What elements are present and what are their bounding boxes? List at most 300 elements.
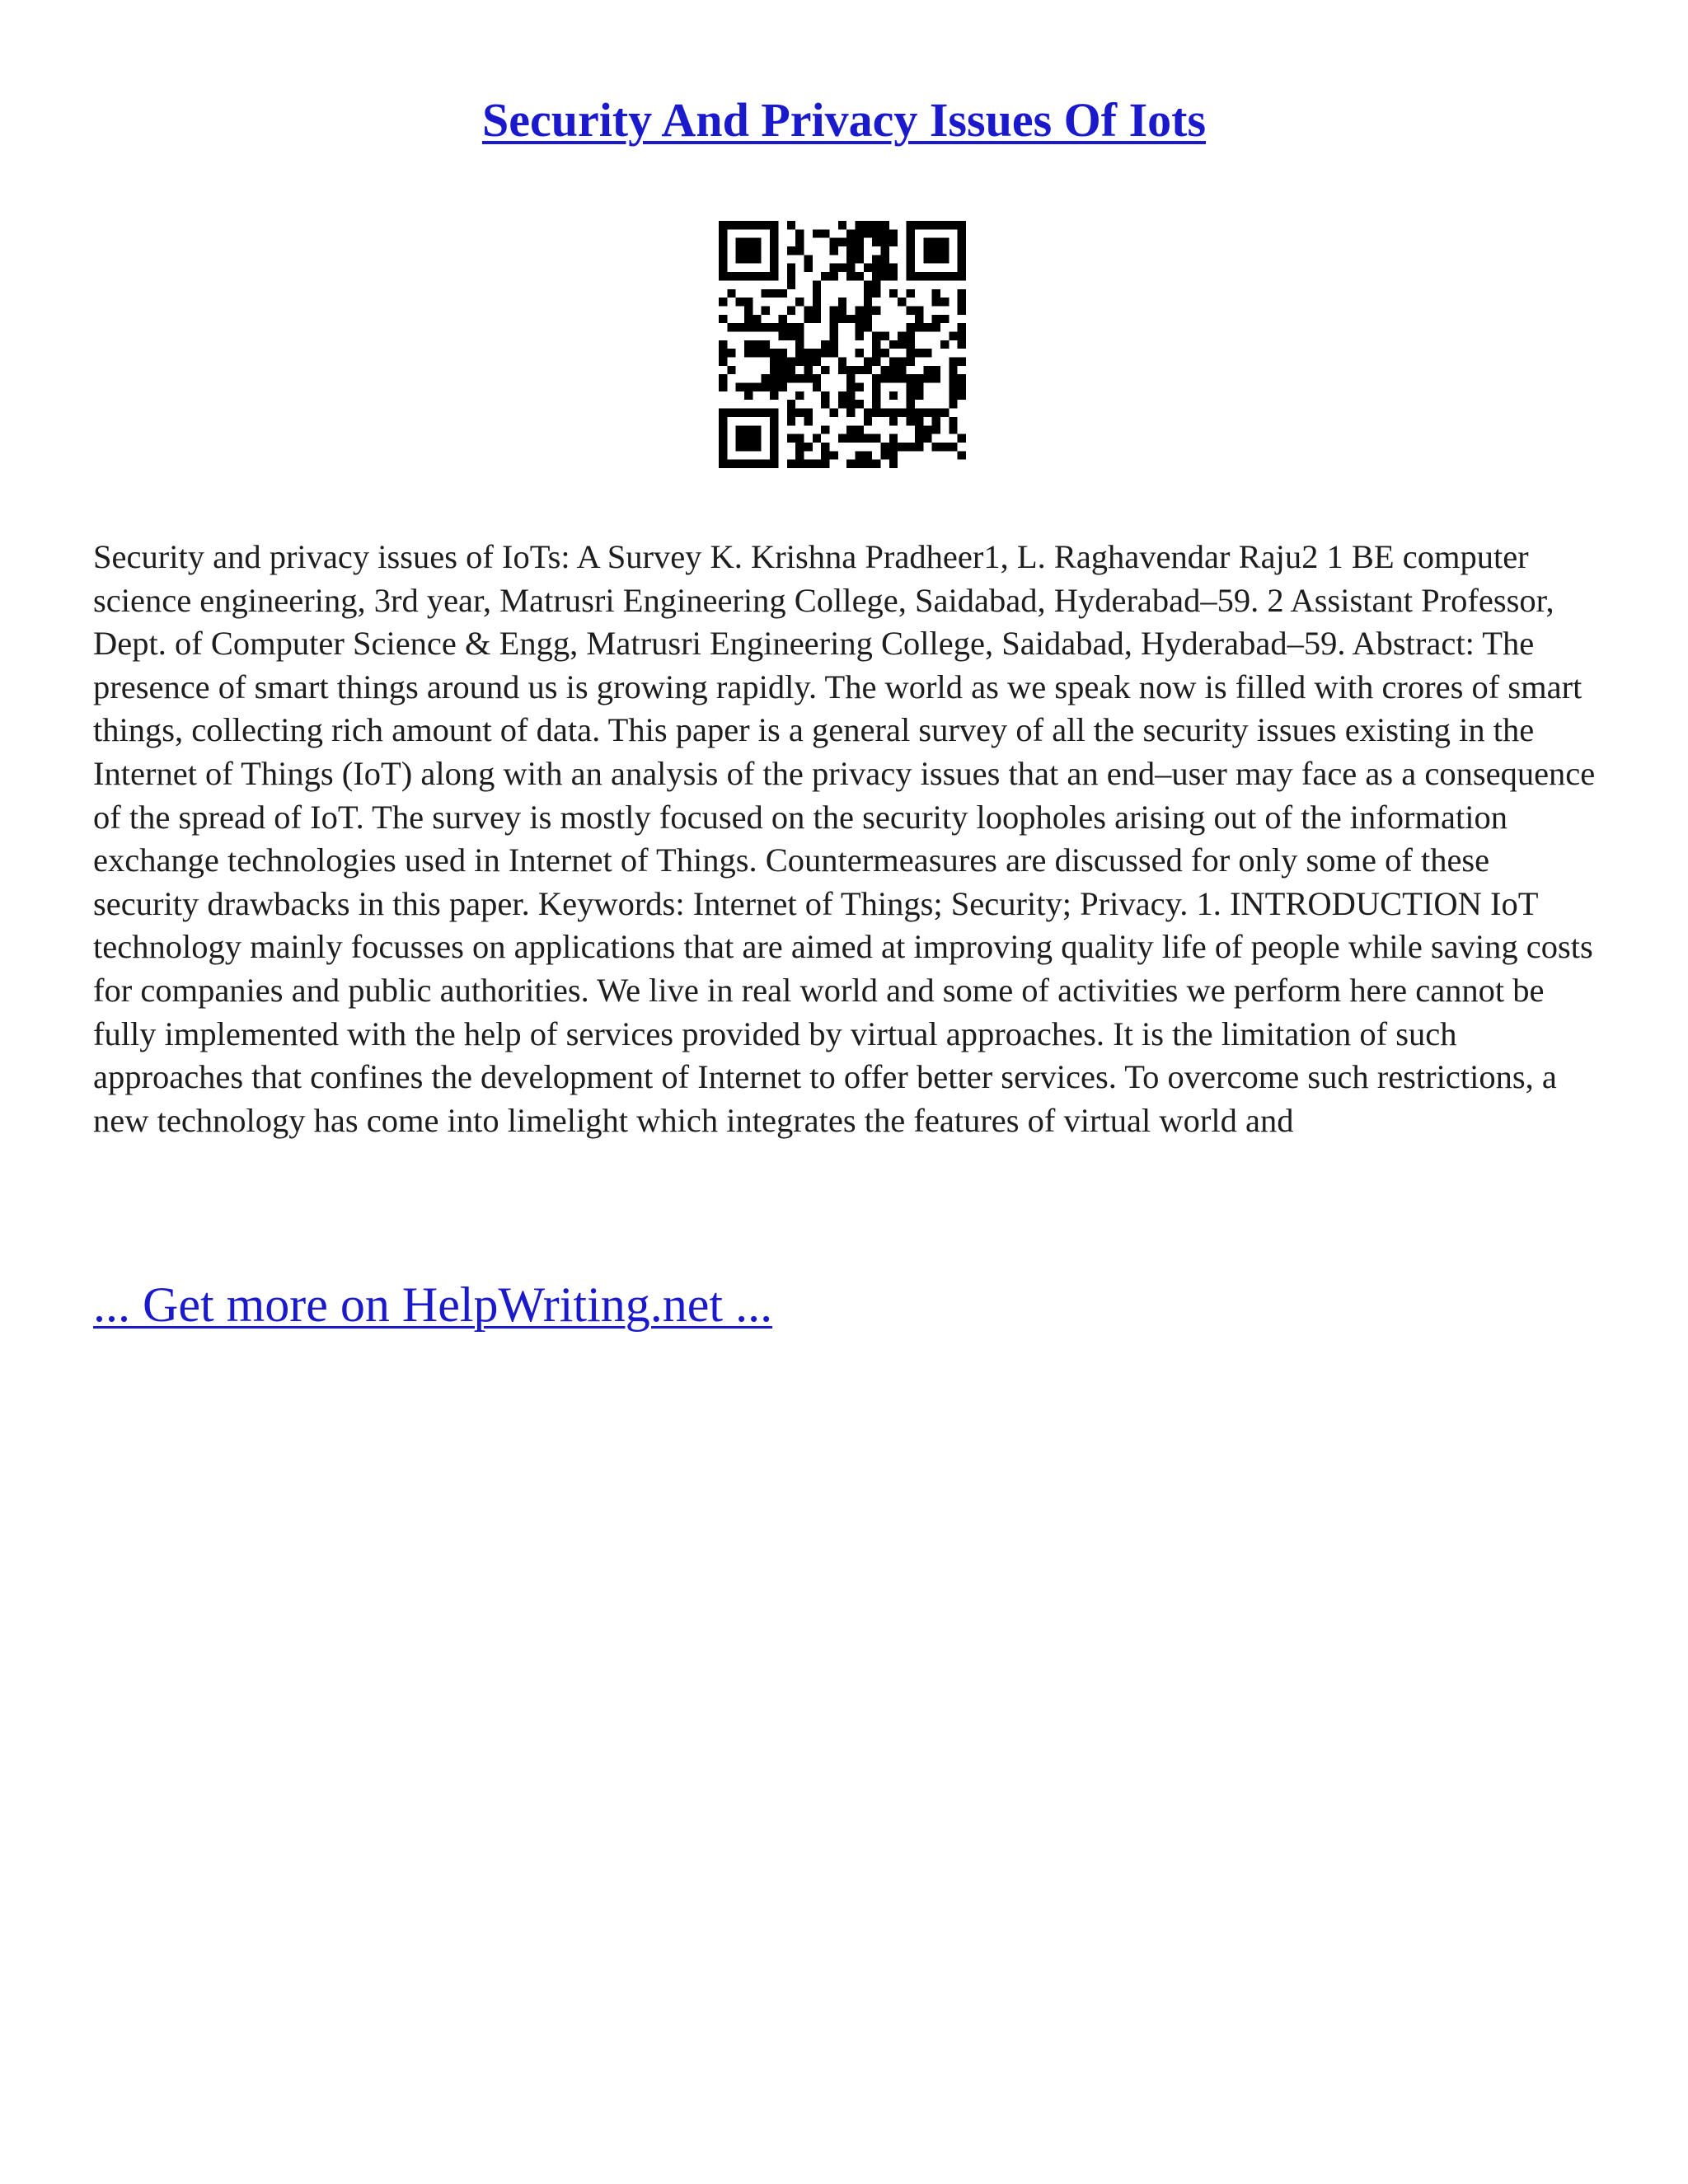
qr-module bbox=[923, 374, 931, 382]
qr-module bbox=[907, 246, 915, 255]
qr-module bbox=[958, 221, 966, 229]
qr-module bbox=[719, 315, 727, 323]
qr-module bbox=[778, 374, 786, 382]
qr-module bbox=[915, 383, 923, 391]
qr-module bbox=[958, 340, 966, 349]
qr-module bbox=[795, 443, 804, 451]
qr-module bbox=[846, 400, 855, 408]
qr-module bbox=[940, 315, 949, 323]
qr-module bbox=[907, 306, 915, 314]
qr-module bbox=[846, 246, 855, 255]
qr-module bbox=[753, 409, 761, 417]
qr-module bbox=[821, 349, 829, 357]
qr-module bbox=[813, 315, 821, 323]
qr-module bbox=[753, 323, 761, 331]
qr-module bbox=[856, 323, 864, 331]
qr-module bbox=[795, 451, 804, 459]
qr-module bbox=[770, 358, 778, 366]
qr-module bbox=[864, 434, 872, 443]
qr-module bbox=[787, 323, 795, 331]
qr-module bbox=[736, 238, 744, 246]
qr-module bbox=[762, 383, 770, 391]
qr-module bbox=[915, 272, 923, 280]
qr-module bbox=[907, 443, 915, 451]
qr-module bbox=[915, 443, 923, 451]
qr-module bbox=[778, 289, 786, 298]
qr-module bbox=[736, 323, 744, 331]
qr-module bbox=[846, 229, 855, 237]
qr-module bbox=[923, 272, 931, 280]
qr-module bbox=[949, 417, 957, 425]
qr-module bbox=[719, 460, 727, 468]
qr-module bbox=[787, 374, 795, 382]
qr-module bbox=[838, 400, 846, 408]
qr-module bbox=[907, 289, 915, 298]
qr-module bbox=[889, 264, 898, 272]
qr-module bbox=[958, 358, 966, 366]
qr-module bbox=[744, 383, 753, 391]
qr-module bbox=[736, 443, 744, 451]
qr-module bbox=[829, 451, 837, 459]
qr-module bbox=[881, 349, 889, 357]
qr-module bbox=[949, 425, 957, 434]
qr-module bbox=[932, 374, 940, 382]
qr-module bbox=[719, 358, 727, 366]
qr-module bbox=[719, 409, 727, 417]
qr-module bbox=[940, 443, 949, 451]
qr-module bbox=[872, 221, 880, 229]
qr-module bbox=[778, 349, 786, 357]
qr-module bbox=[872, 280, 880, 288]
qr-module bbox=[795, 246, 804, 255]
qr-module bbox=[795, 434, 804, 443]
qr-module bbox=[753, 434, 761, 443]
qr-module bbox=[889, 443, 898, 451]
qr-module bbox=[778, 383, 786, 391]
qr-module bbox=[829, 246, 837, 255]
qr-module bbox=[856, 451, 864, 459]
qr-module bbox=[744, 323, 753, 331]
qr-module bbox=[813, 280, 821, 288]
qr-module bbox=[949, 400, 957, 408]
qr-module bbox=[889, 238, 898, 246]
qr-module bbox=[821, 460, 829, 468]
qr-module bbox=[762, 349, 770, 357]
qr-module bbox=[872, 255, 880, 263]
qr-module bbox=[915, 323, 923, 331]
qr-module bbox=[727, 323, 735, 331]
qr-module bbox=[821, 229, 829, 237]
qr-module bbox=[856, 221, 864, 229]
qr-module bbox=[881, 409, 889, 417]
qr-module bbox=[872, 306, 880, 314]
qr-module bbox=[770, 443, 778, 451]
qr-module bbox=[770, 229, 778, 237]
qr-module bbox=[821, 366, 829, 374]
qr-module bbox=[864, 280, 872, 288]
qr-module bbox=[770, 460, 778, 468]
qr-module bbox=[907, 349, 915, 357]
qr-module bbox=[949, 358, 957, 366]
qr-module bbox=[795, 340, 804, 349]
qr-module bbox=[821, 391, 829, 400]
qr-module bbox=[932, 238, 940, 246]
qr-module bbox=[872, 400, 880, 408]
qr-module bbox=[753, 255, 761, 263]
qr-module bbox=[846, 391, 855, 400]
qr-module bbox=[846, 255, 855, 263]
qr-module bbox=[829, 238, 837, 246]
qr-module bbox=[736, 246, 744, 255]
qr-module bbox=[889, 460, 898, 468]
qr-module bbox=[856, 366, 864, 374]
qr-module bbox=[727, 289, 735, 298]
qr-module bbox=[949, 383, 957, 391]
qr-module bbox=[744, 315, 753, 323]
qr-module bbox=[838, 238, 846, 246]
qr-module bbox=[864, 366, 872, 374]
qr-module bbox=[753, 272, 761, 280]
qr-module bbox=[795, 391, 804, 400]
qr-module bbox=[958, 391, 966, 400]
qr-module bbox=[804, 255, 812, 263]
qr-module bbox=[736, 298, 744, 306]
qr-module bbox=[856, 383, 864, 391]
qr-module bbox=[898, 443, 906, 451]
qr-module bbox=[907, 221, 915, 229]
qr-code-icon bbox=[719, 221, 966, 468]
qr-module bbox=[744, 272, 753, 280]
qr-module bbox=[762, 460, 770, 468]
qr-module bbox=[856, 229, 864, 237]
qr-module bbox=[872, 264, 880, 272]
get-more-link[interactable]: ... Get more on HelpWriting.net ... bbox=[93, 1277, 773, 1332]
qr-module bbox=[736, 434, 744, 443]
qr-module bbox=[787, 434, 795, 443]
qr-module bbox=[856, 331, 864, 340]
qr-module bbox=[804, 460, 812, 468]
qr-module bbox=[821, 425, 829, 434]
qr-module bbox=[762, 323, 770, 331]
qr-module bbox=[846, 383, 855, 391]
qr-module bbox=[932, 425, 940, 434]
qr-module bbox=[744, 340, 753, 349]
qr-module bbox=[872, 434, 880, 443]
qr-module bbox=[949, 331, 957, 340]
qr-module bbox=[932, 366, 940, 374]
qr-module bbox=[881, 238, 889, 246]
qr-module bbox=[795, 229, 804, 237]
qr-module bbox=[889, 409, 898, 417]
qr-module bbox=[881, 229, 889, 237]
qr-module bbox=[923, 246, 931, 255]
qr-module bbox=[864, 289, 872, 298]
qr-module bbox=[813, 434, 821, 443]
qr-module bbox=[787, 280, 795, 288]
qr-module bbox=[838, 264, 846, 272]
qr-module bbox=[736, 460, 744, 468]
qr-module bbox=[846, 460, 855, 468]
qr-module bbox=[795, 358, 804, 366]
qr-module bbox=[846, 272, 855, 280]
qr-module bbox=[872, 460, 880, 468]
qr-module bbox=[770, 289, 778, 298]
qr-module bbox=[744, 221, 753, 229]
qr-module bbox=[795, 349, 804, 357]
qr-module bbox=[744, 460, 753, 468]
qr-module bbox=[846, 264, 855, 272]
qr-module bbox=[958, 246, 966, 255]
qr-module bbox=[744, 306, 753, 314]
qr-module bbox=[898, 331, 906, 340]
qr-module bbox=[762, 272, 770, 280]
qr-module bbox=[932, 443, 940, 451]
qr-module bbox=[958, 331, 966, 340]
qr-module bbox=[907, 374, 915, 382]
qr-module bbox=[744, 238, 753, 246]
qr-module bbox=[907, 400, 915, 408]
qr-module bbox=[915, 315, 923, 323]
qr-module bbox=[940, 272, 949, 280]
qr-module bbox=[829, 264, 837, 272]
qr-module bbox=[821, 272, 829, 280]
qr-module bbox=[949, 272, 957, 280]
qr-module bbox=[915, 221, 923, 229]
qr-module bbox=[907, 238, 915, 246]
qr-module bbox=[719, 246, 727, 255]
qr-module bbox=[932, 298, 940, 306]
qr-module bbox=[889, 434, 898, 443]
qr-module bbox=[889, 340, 898, 349]
qr-module bbox=[872, 409, 880, 417]
qr-module bbox=[829, 315, 837, 323]
qr-module bbox=[838, 315, 846, 323]
qr-module bbox=[770, 434, 778, 443]
qr-module bbox=[940, 340, 949, 349]
qr-module bbox=[923, 425, 931, 434]
qr-module bbox=[864, 221, 872, 229]
qr-module bbox=[787, 264, 795, 272]
qr-module bbox=[813, 383, 821, 391]
body-paragraph: Security and privacy issues of IoTs: A Survey K. Krishna Pradheer1, L. Raghavendar Raju2 1 BE computer science engineering, 3rd year, Matrusri Engineering College, Saidabad, Hyderabad–59. 2 Assistant Professor, Dept. of Computer Science & Engg, Matrusri Engineering College, Saidabad, Hyderabad–59. Abstract: The presence of smart things around us is growing rapidly. The world as we speak now is filled with crores of smart things, collecting rich amount of data. This paper is a general survey of all the security issues existing in the Internet of Things (IoT) along with an analysis of the privacy issues that an end–user may face as a consequence of the spread of IoT. The survey is mostly focused on the security loopholes arising out of the information exchange technologies used in Internet of Things. Countermeasures are discussed for only some of these security drawbacks in this paper. Keywords: Internet of Things; Security; Privacy. 1. INTRODUCTION IoT technology mainly focusses on applications that are aimed at improving quality life of people while saving costs for companies and public authorities. We live in real world and some of activities we perform here cannot be fully implemented with the help of services provided by virtual approaches. It is the limitation of such approaches that confines the development of Internet to offer better services. To overcome such restrictions, a new technology has come into limelight which integrates the features of virtual world and bbox=[93, 538, 1596, 1139]
qr-module bbox=[907, 229, 915, 237]
qr-module bbox=[940, 298, 949, 306]
qr-module bbox=[838, 366, 846, 374]
qr-module bbox=[719, 383, 727, 391]
qr-module bbox=[856, 238, 864, 246]
qr-module bbox=[889, 391, 898, 400]
qr-module bbox=[719, 238, 727, 246]
qr-module bbox=[770, 264, 778, 272]
qr-module bbox=[762, 340, 770, 349]
qr-module bbox=[915, 409, 923, 417]
qr-module bbox=[923, 349, 931, 357]
qr-module bbox=[778, 323, 786, 331]
qr-module bbox=[787, 358, 795, 366]
qr-module bbox=[719, 451, 727, 459]
qr-module bbox=[864, 298, 872, 306]
qr-module bbox=[958, 264, 966, 272]
qr-module bbox=[770, 374, 778, 382]
qr-module bbox=[727, 272, 735, 280]
qr-module bbox=[795, 298, 804, 306]
qr-module bbox=[719, 349, 727, 357]
qr-module bbox=[889, 451, 898, 459]
qr-module bbox=[923, 434, 931, 443]
qr-module bbox=[813, 289, 821, 298]
qr-module bbox=[958, 289, 966, 298]
qr-module bbox=[787, 460, 795, 468]
qr-module bbox=[872, 391, 880, 400]
qr-module bbox=[787, 417, 795, 425]
qr-module bbox=[864, 409, 872, 417]
qr-module bbox=[762, 374, 770, 382]
qr-module bbox=[813, 229, 821, 237]
qr-module bbox=[881, 366, 889, 374]
qr-module bbox=[872, 289, 880, 298]
qr-module bbox=[846, 409, 855, 417]
qr-module bbox=[804, 417, 812, 425]
qr-module bbox=[889, 417, 898, 425]
qr-module bbox=[915, 417, 923, 425]
qr-module bbox=[804, 349, 812, 357]
qr-module bbox=[719, 434, 727, 443]
qr-module bbox=[940, 246, 949, 255]
qr-module bbox=[846, 315, 855, 323]
qr-module bbox=[744, 391, 753, 400]
qr-module bbox=[923, 366, 931, 374]
qr-module bbox=[719, 417, 727, 425]
qr-module bbox=[787, 246, 795, 255]
qr-module bbox=[813, 374, 821, 382]
qr-module bbox=[958, 434, 966, 443]
qr-module bbox=[940, 255, 949, 263]
qr-module bbox=[804, 443, 812, 451]
qr-module bbox=[907, 331, 915, 340]
qr-module bbox=[804, 315, 812, 323]
qr-module bbox=[881, 246, 889, 255]
qr-module bbox=[898, 366, 906, 374]
qr-module bbox=[915, 374, 923, 382]
qr-module bbox=[719, 298, 727, 306]
qr-module bbox=[787, 400, 795, 408]
qr-module bbox=[804, 374, 812, 382]
qr-module bbox=[932, 409, 940, 417]
qr-module bbox=[829, 340, 837, 349]
title-link[interactable]: Security And Privacy Issues Of Iots bbox=[481, 93, 1207, 147]
qr-module bbox=[958, 272, 966, 280]
qr-module bbox=[829, 349, 837, 357]
qr-module bbox=[932, 323, 940, 331]
qr-module bbox=[907, 417, 915, 425]
qr-module bbox=[813, 298, 821, 306]
qr-module bbox=[872, 358, 880, 366]
qr-module bbox=[753, 460, 761, 468]
qr-module bbox=[795, 374, 804, 382]
qr-module bbox=[719, 374, 727, 382]
qr-module bbox=[856, 434, 864, 443]
qr-module bbox=[838, 358, 846, 366]
qr-module bbox=[821, 340, 829, 349]
qr-module bbox=[907, 383, 915, 391]
qr-module bbox=[736, 272, 744, 280]
qr-module bbox=[804, 306, 812, 314]
qr-module bbox=[838, 391, 846, 400]
qr-module bbox=[770, 238, 778, 246]
qr-module bbox=[856, 425, 864, 434]
qr-module bbox=[753, 349, 761, 357]
qr-module bbox=[727, 366, 735, 374]
qr-module bbox=[753, 221, 761, 229]
qr-module bbox=[872, 340, 880, 349]
qr-module bbox=[856, 272, 864, 280]
qr-module bbox=[727, 221, 735, 229]
qr-module bbox=[770, 383, 778, 391]
qr-module bbox=[949, 221, 957, 229]
qr-module bbox=[744, 443, 753, 451]
qr-module bbox=[958, 306, 966, 314]
qr-module bbox=[856, 255, 864, 263]
qr-module bbox=[795, 460, 804, 468]
qr-module bbox=[907, 264, 915, 272]
qr-module bbox=[958, 238, 966, 246]
get-more-link-line bbox=[93, 1273, 772, 1336]
qr-module bbox=[932, 315, 940, 323]
qr-module bbox=[872, 272, 880, 280]
qr-module bbox=[787, 221, 795, 229]
qr-module bbox=[949, 443, 957, 451]
qr-module bbox=[923, 255, 931, 263]
qr-module bbox=[864, 358, 872, 366]
qr-module bbox=[787, 272, 795, 280]
qr-module bbox=[719, 264, 727, 272]
qr-module bbox=[744, 298, 753, 306]
qr-module bbox=[770, 451, 778, 459]
qr-module bbox=[778, 331, 786, 340]
qr-module bbox=[753, 246, 761, 255]
qr-module bbox=[770, 323, 778, 331]
qr-module bbox=[829, 331, 837, 340]
qr-module bbox=[881, 451, 889, 459]
qr-module bbox=[727, 460, 735, 468]
qr-module bbox=[770, 409, 778, 417]
qr-module bbox=[856, 246, 864, 255]
qr-module bbox=[719, 255, 727, 263]
qr-module bbox=[762, 221, 770, 229]
qr-module bbox=[915, 425, 923, 434]
qr-module bbox=[770, 391, 778, 400]
qr-module bbox=[787, 331, 795, 340]
qr-module bbox=[898, 340, 906, 349]
qr-module bbox=[813, 349, 821, 357]
qr-module bbox=[778, 315, 786, 323]
qr-module bbox=[813, 358, 821, 366]
qr-module bbox=[778, 366, 786, 374]
qr-module bbox=[856, 306, 864, 314]
qr-module bbox=[907, 340, 915, 349]
qr-module bbox=[872, 331, 880, 340]
qr-module bbox=[958, 229, 966, 237]
qr-module bbox=[795, 238, 804, 246]
qr-module bbox=[719, 272, 727, 280]
qr-module bbox=[770, 255, 778, 263]
qr-module bbox=[787, 306, 795, 314]
qr-module bbox=[915, 391, 923, 400]
qr-module bbox=[889, 229, 898, 237]
qr-module bbox=[864, 315, 872, 323]
qr-module bbox=[958, 298, 966, 306]
qr-module bbox=[958, 255, 966, 263]
